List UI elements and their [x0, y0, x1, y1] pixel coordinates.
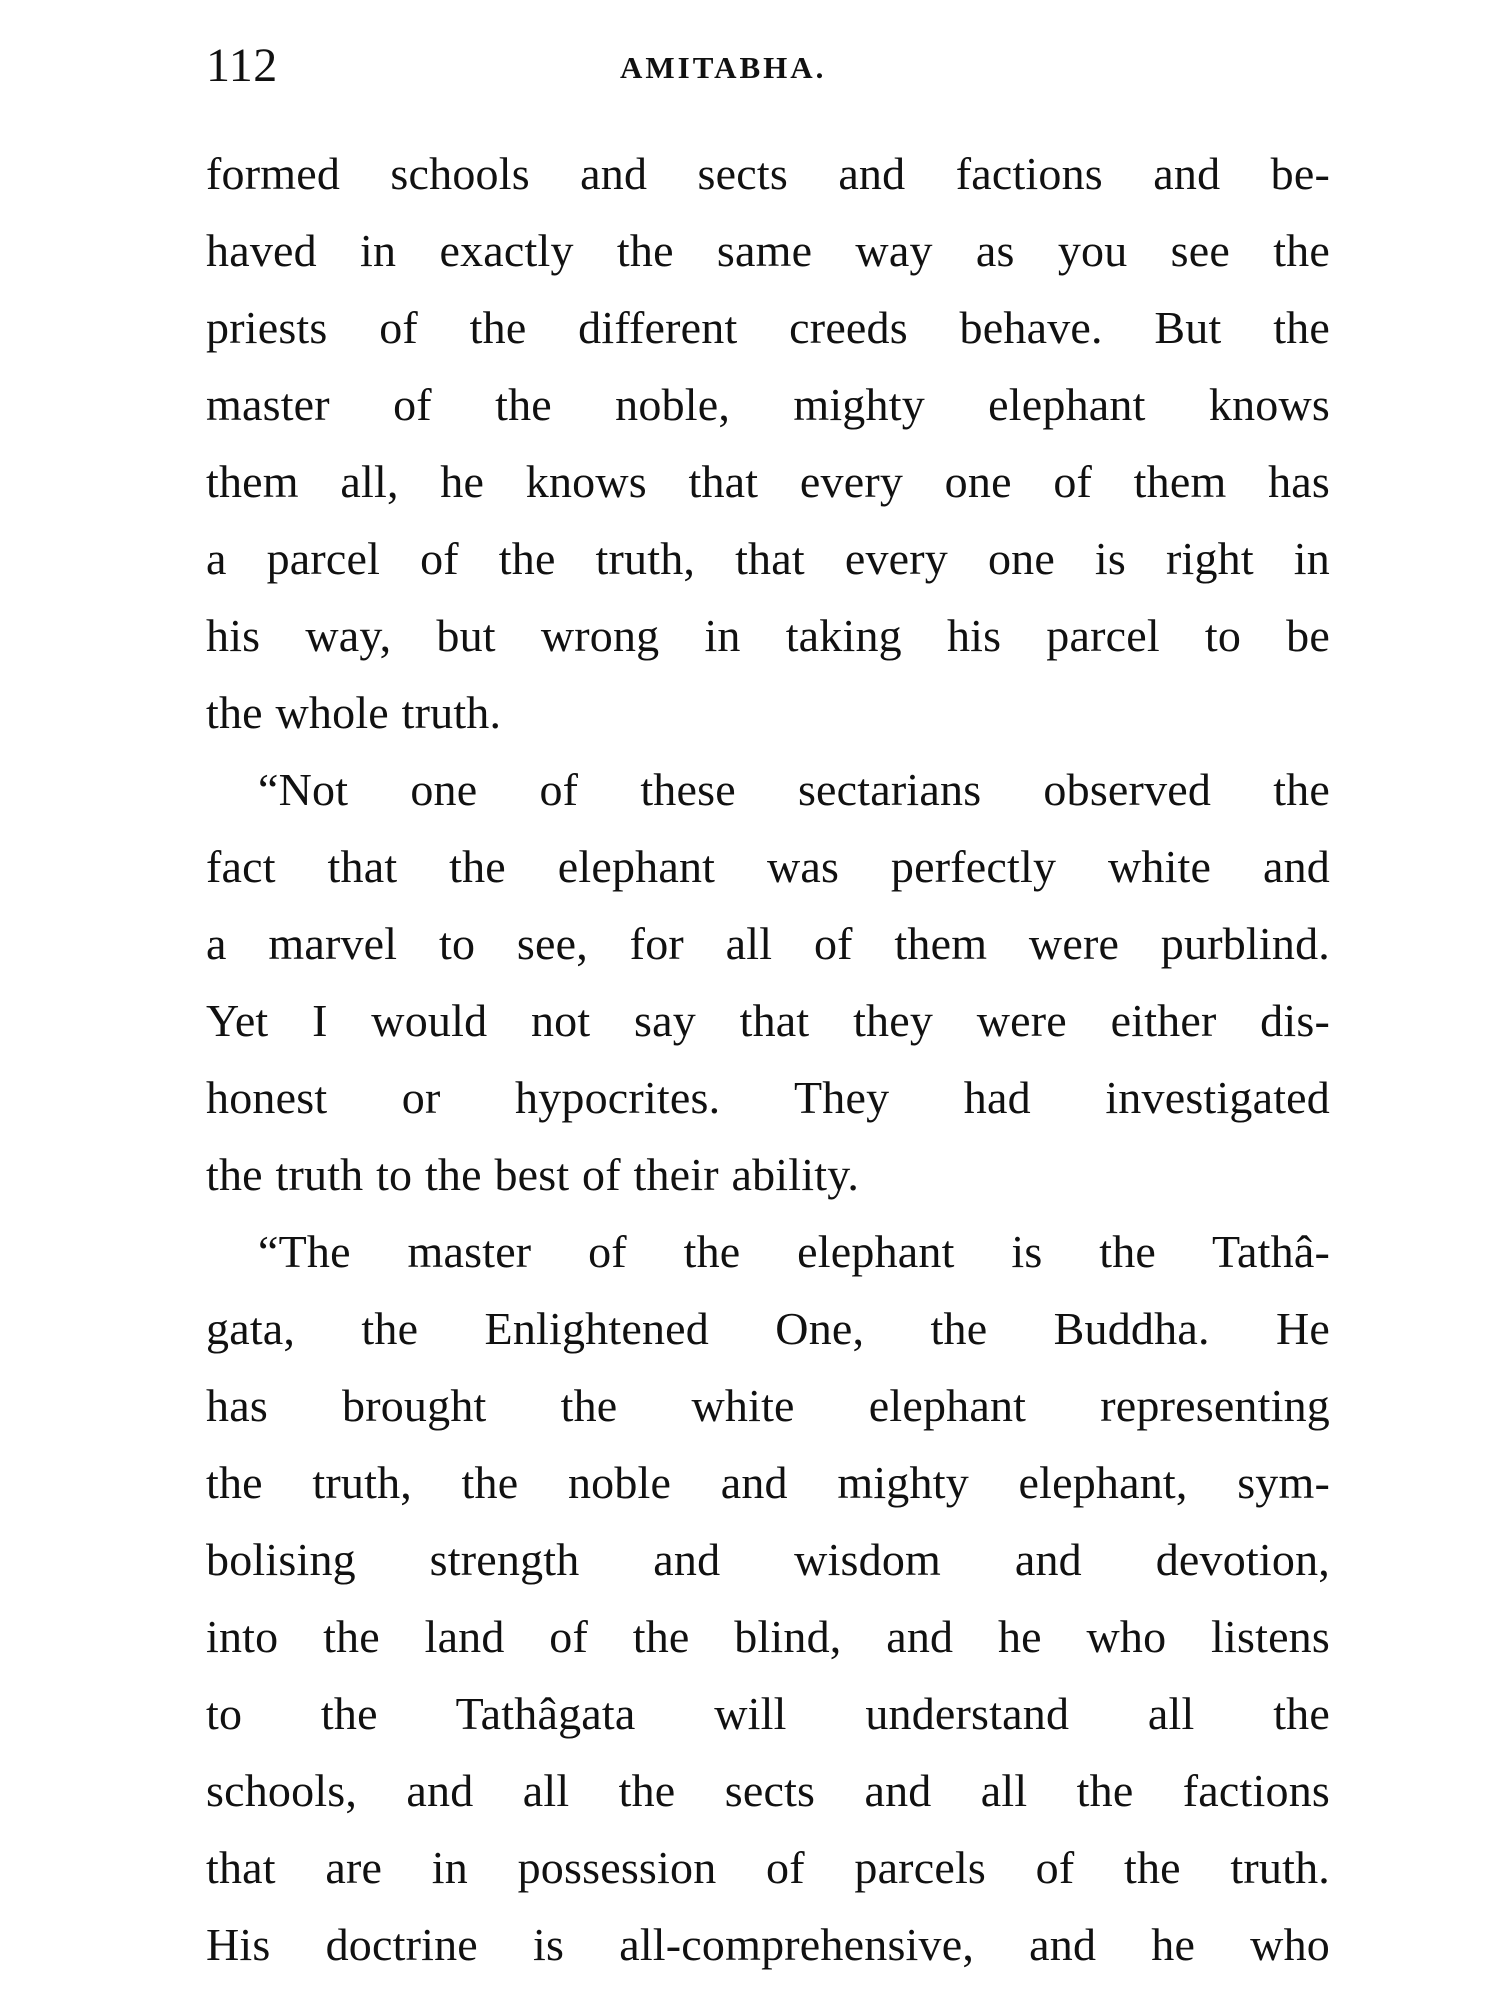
text-line: the truth to the best of their ability. [206, 1149, 860, 1200]
running-head: AMITABHA. [620, 50, 827, 85]
text-line: that are in possession of parcels of the truth. [206, 1842, 1330, 1893]
paragraph-start-line: “The master of the elephant is the Tathâ- [258, 1226, 1330, 1277]
text-line: bolising strength and wisdom and devotion, [206, 1534, 1330, 1585]
body-text [206, 135, 1330, 1983]
text-line: the whole truth. [206, 687, 502, 738]
text-line: honest or hypocrites. They had investigated [206, 1072, 1330, 1123]
text-line: Yet I would not say that they were either dis- [206, 995, 1330, 1046]
text-line: His doctrine is all-comprehensive, and he who [206, 1919, 1330, 1970]
text-line: has brought the white elephant representing [206, 1380, 1330, 1431]
text-line: master of the noble, mighty elephant knows [206, 379, 1330, 430]
text-line: the truth, the noble and mighty elephant, sym- [206, 1457, 1330, 1508]
text-line: a parcel of the truth, that every one is right in [206, 533, 1330, 584]
text-line: fact that the elephant was perfectly white and [206, 841, 1330, 892]
paragraph-start-line: “Not one of these sectarians observed the [258, 764, 1330, 815]
page-number: 112 [206, 39, 278, 92]
text-line: to the Tathâgata will understand all the [206, 1688, 1330, 1739]
text-line: haved in exactly the same way as you see the [206, 225, 1330, 276]
text-line: schools, and all the sects and all the factions [206, 1765, 1330, 1816]
text-line: formed schools and sects and factions and be- [206, 148, 1330, 199]
text-line: into the land of the blind, and he who listens [206, 1611, 1330, 1662]
text-line: gata, the Enlightened One, the Buddha. He [206, 1303, 1330, 1354]
text-line: priests of the different creeds behave. But the [206, 302, 1330, 353]
text-line: them all, he knows that every one of them has [206, 456, 1330, 507]
text-line: his way, but wrong in taking his parcel to be [206, 610, 1330, 661]
text-line: a marvel to see, for all of them were purblind. [206, 918, 1330, 969]
